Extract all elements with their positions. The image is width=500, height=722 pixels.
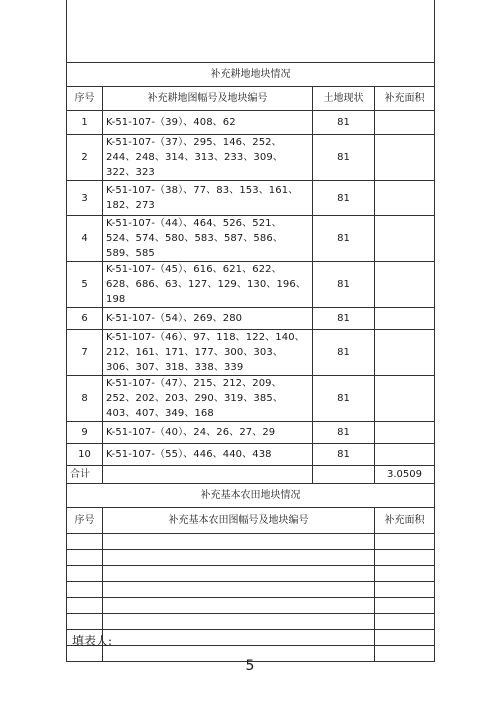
blank-row — [67, 598, 435, 614]
table-row — [67, 444, 435, 466]
blank-row — [67, 550, 435, 566]
section1-header-row — [67, 87, 435, 111]
row-status: 81 — [313, 135, 375, 181]
row-area — [375, 444, 435, 466]
blank-row — [67, 582, 435, 598]
row-area — [375, 216, 435, 262]
total-label: 合计 — [67, 466, 103, 484]
table-row — [67, 330, 435, 376]
row-index: 6 — [67, 308, 103, 330]
table-row — [67, 422, 435, 444]
header2-area: 补充面积 — [375, 508, 435, 534]
row-index: 7 — [67, 330, 103, 376]
header2-index: 序号 — [67, 508, 103, 534]
row-index: 5 — [67, 262, 103, 308]
row-plots: K-51-107-（46）、97、118、122、140、212、161、171、177、300、303、306、307、318、338、339 — [103, 330, 313, 376]
table-row — [67, 376, 435, 422]
row-plots: K-51-107-（47）、215、212、209、252、202、203、290、319、385、403、407、349、168 — [103, 376, 313, 422]
table-row — [67, 111, 435, 135]
row-index: 8 — [67, 376, 103, 422]
section1-title: 补充耕地地块情况 — [67, 63, 435, 87]
row-index: 4 — [67, 216, 103, 262]
row-area — [375, 330, 435, 376]
row-area — [375, 308, 435, 330]
table-row — [67, 135, 435, 181]
row-plots: K-51-107-（39）、408、62 — [103, 111, 313, 135]
total-row — [67, 466, 435, 484]
row-status: 81 — [313, 262, 375, 308]
blank-row — [67, 566, 435, 582]
header-index: 序号 — [67, 87, 103, 111]
row-area — [375, 262, 435, 308]
row-plots: K-51-107-（54）、269、280 — [103, 308, 313, 330]
blank-row — [67, 630, 435, 646]
right-border-rule — [434, 0, 435, 62]
row-status: 81 — [313, 422, 375, 444]
row-plots: K-51-107-（37）、295、146、252、244、248、314、313、233、309、322、323 — [103, 135, 313, 181]
row-plots: K-51-107-（44）、464、526、521、524、574、580、583、587、586、589、585 — [103, 216, 313, 262]
row-status: 81 — [313, 216, 375, 262]
total-empty-plots — [103, 466, 313, 484]
header2-plots: 补充基本农田图幅号及地块编号 — [103, 508, 375, 534]
row-index: 1 — [67, 111, 103, 135]
header-area: 补充面积 — [375, 87, 435, 111]
header-status: 土地现状 — [313, 87, 375, 111]
section2-header-row — [67, 508, 435, 534]
row-area — [375, 422, 435, 444]
row-plots: K-51-107-（40）、24、26、27、29 — [103, 422, 313, 444]
row-index: 10 — [67, 444, 103, 466]
row-plots: K-51-107-（55）、446、440、438 — [103, 444, 313, 466]
row-status: 81 — [313, 111, 375, 135]
row-area — [375, 111, 435, 135]
row-plots: K-51-107-（38）、77、83、153、161、182、273 — [103, 181, 313, 216]
table-row — [67, 216, 435, 262]
row-index: 2 — [67, 135, 103, 181]
row-index: 9 — [67, 422, 103, 444]
row-status: 81 — [313, 376, 375, 422]
header-plots: 补充耕地图幅号及地块编号 — [103, 87, 313, 111]
row-area — [375, 135, 435, 181]
row-status: 81 — [313, 181, 375, 216]
total-empty-status — [313, 466, 375, 484]
row-status: 81 — [313, 330, 375, 376]
total-value: 3.0509 — [375, 466, 435, 484]
land-table — [66, 62, 435, 662]
filler-signature-label: 填表人: — [72, 634, 113, 648]
table-row — [67, 262, 435, 308]
page-number: 5 — [245, 658, 255, 674]
row-area — [375, 376, 435, 422]
table-row — [67, 181, 435, 216]
left-border-rule — [66, 0, 67, 62]
blank-row — [67, 534, 435, 550]
table-row — [67, 308, 435, 330]
blank-row — [67, 614, 435, 630]
row-area — [375, 181, 435, 216]
row-status: 81 — [313, 308, 375, 330]
row-plots: K-51-107-（45）、616、621、622、628、686、63、127、129、130、196、198 — [103, 262, 313, 308]
row-status: 81 — [313, 444, 375, 466]
section2-title: 补充基本农田地块情况 — [67, 484, 435, 508]
row-index: 3 — [67, 181, 103, 216]
